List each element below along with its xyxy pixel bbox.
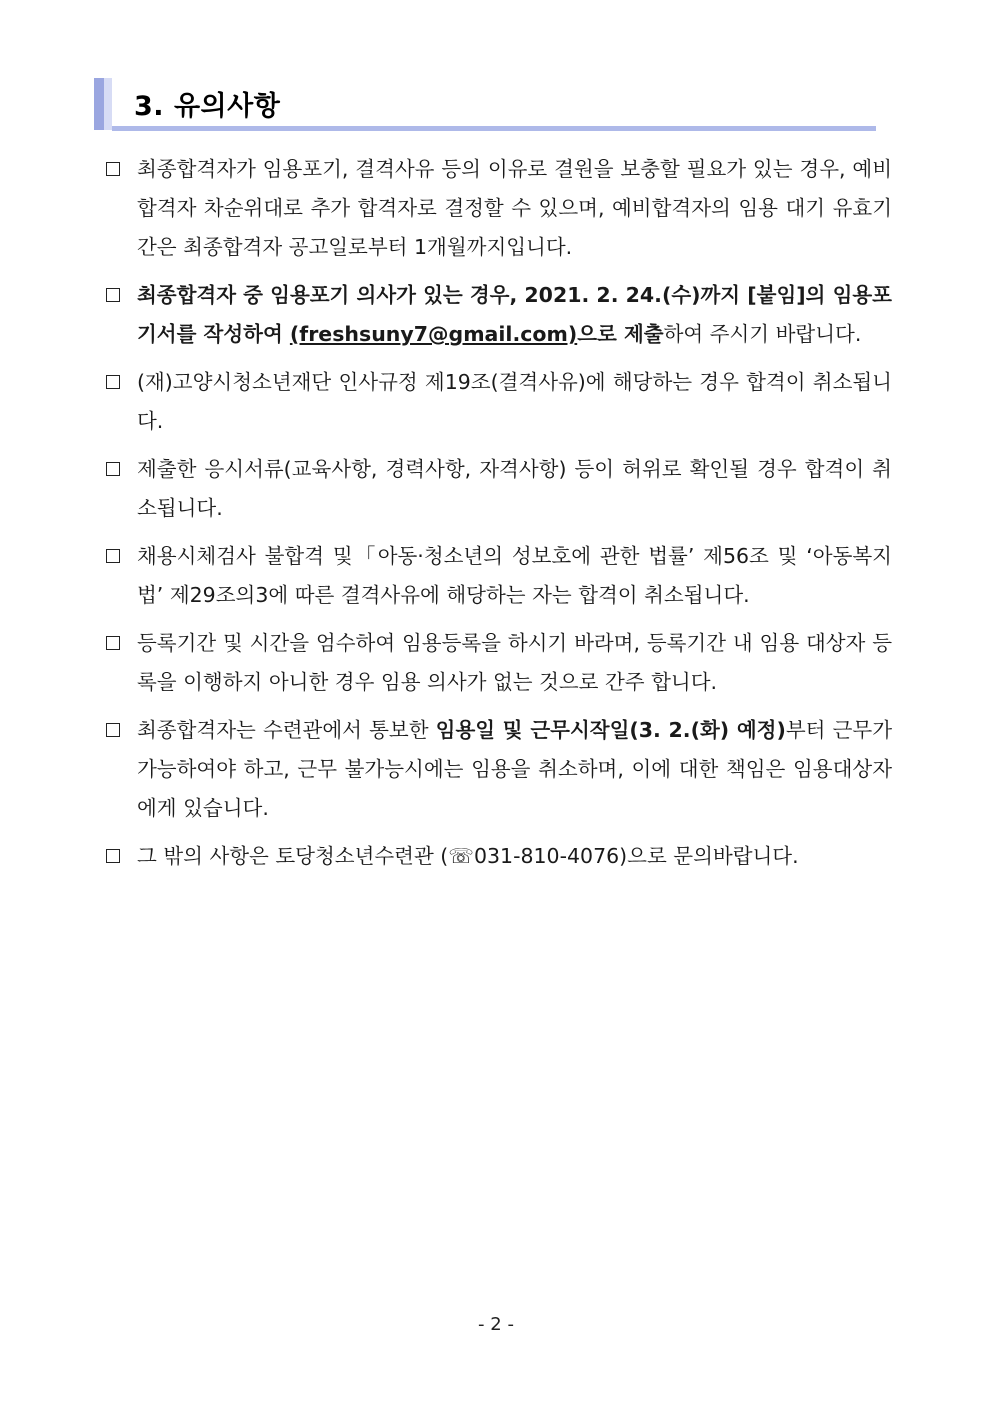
list-item <box>104 537 892 615</box>
list-item <box>104 150 892 267</box>
email-link[interactable]: (freshsuny7@gmail.com) <box>289 322 578 346</box>
list-item <box>104 624 892 702</box>
list-item <box>104 837 892 876</box>
item-text: 그 밖의 사항은 토당청소년수련관 (☏031-810-4076)으로 문의바랍니다. <box>137 844 799 868</box>
item-text: 하여 주시기 바랍니다. <box>663 322 862 346</box>
section-title: 3. 유의사항 <box>134 91 281 122</box>
section-heading <box>94 78 876 134</box>
checkbox-square-icon <box>106 723 120 737</box>
item-text-bold: 으로 제출 <box>577 322 664 346</box>
item-text: 채용시체검사 불합격 및「아동·청소년의 성보호에 관한 법률’ 제56조 및 ‘아동복지법’ 제29조의3에 따른 결격사유에 해당하는 자는 합격이 취소됩니다. <box>137 544 892 607</box>
list-item <box>104 276 892 354</box>
heading-underline <box>112 126 876 131</box>
checkbox-square-icon <box>106 636 120 650</box>
page-number: - 2 - <box>478 1314 514 1335</box>
item-text: 등록기간 및 시간을 엄수하여 임용등록을 하시기 바라며, 등록기간 내 임용 대상자 등록을 이행하지 아니한 경우 임용 의사가 없는 것으로 간주 합니다. <box>137 631 892 694</box>
item-text: (재)고양시청소년재단 인사규정 제19조(결격사유)에 해당하는 경우 합격이 취소됩니다. <box>137 370 892 433</box>
checkbox-square-icon <box>106 288 120 302</box>
checkbox-square-icon <box>106 849 120 863</box>
item-text: 최종합격자는 수련관에서 통보한 <box>137 718 436 742</box>
heading-accent-bar <box>94 78 104 130</box>
list-item <box>104 450 892 528</box>
checkbox-square-icon <box>106 162 120 176</box>
checkbox-square-icon <box>106 462 120 476</box>
checkbox-square-icon <box>106 375 120 389</box>
list-item <box>104 363 892 441</box>
notice-list <box>104 150 892 885</box>
heading-accent-bar-light <box>104 78 112 130</box>
item-text: 최종합격자가 임용포기, 결격사유 등의 이유로 결원을 보충할 필요가 있는 경우, 예비합격자 차순위대로 추가 합격자로 결정할 수 있으며, 예비합격자의 임용 대기 유효기간은 최종합격자 공고일로부터 1개월까지입니다. <box>137 157 892 259</box>
item-text: 제출한 응시서류(교육사항, 경력사항, 자격사항) 등이 허위로 확인될 경우 합격이 취소됩니다. <box>137 457 892 520</box>
list-item <box>104 711 892 828</box>
item-text-bold: 최종합격자 중 임용포기 의사가 있는 경우, 2021. 2. 24.(수)까지 [붙임]의 임용포기서를 작성하여 <box>137 283 892 346</box>
checkbox-square-icon <box>106 549 120 563</box>
item-text: 부터 근무가 가능하여야 하고, 근무 불가능시에는 임용을 취소하며, 이에 대한 책임은 임용대상자에게 있습니다. <box>137 718 893 820</box>
item-text-bold: 임용일 및 근무시작일(3. 2.(화) 예정) <box>435 718 786 742</box>
